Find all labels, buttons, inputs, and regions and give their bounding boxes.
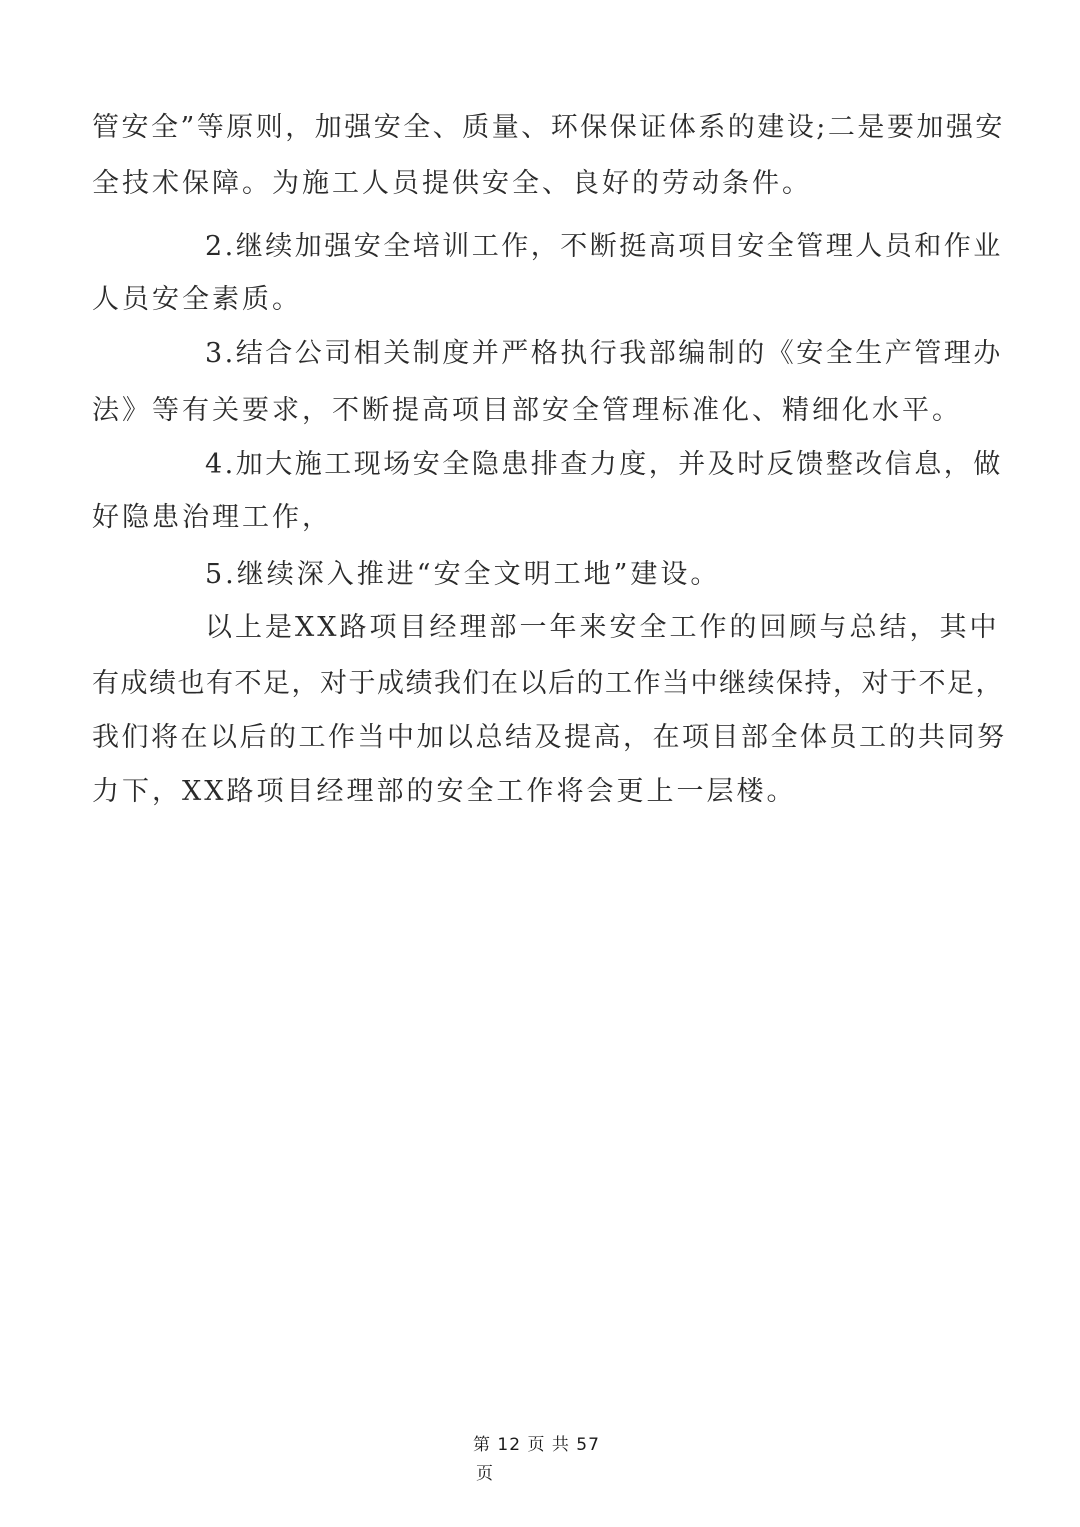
body-line: 我们将在以后的工作当中加以总结及提高，在项目部全体员工的共同努 — [92, 722, 1007, 753]
body-line: 人员安全素质。 — [92, 284, 302, 315]
body-line: 好隐患治理工作， — [92, 502, 332, 533]
body-line: 管安全”等原则，加强安全、质量、环保保证体系的建设;二是要加强安 — [92, 112, 1005, 143]
body-line: 法》等有关要求，不断提高项目部安全管理标准化、精细化水平。 — [92, 395, 962, 426]
body-line: 力下，XX路项目经理部的安全工作将会更上一层楼。 — [92, 776, 797, 807]
body-line: 2.继续加强安全培训工作，不断挺高项目安全管理人员和作业 — [205, 231, 1003, 262]
body-line: 4.加大施工现场安全隐患排查力度，并及时反馈整改信息，做 — [205, 449, 1003, 480]
body-line: 5.继续深入推进“安全文明工地”建设。 — [205, 559, 721, 590]
body-line: 全技术保障。为施工人员提供安全、良好的劳动条件。 — [92, 168, 812, 199]
body-line: 3.结合公司相关制度并严格执行我部编制的《安全生产管理办 — [205, 338, 1003, 369]
page-number: 第 12 页 共 57 — [473, 1435, 600, 1455]
page-number-continued: 页 — [476, 1464, 493, 1484]
body-line: 以上是XX路项目经理部一年来安全工作的回顾与总结，其中 — [205, 612, 1000, 643]
body-line: 有成绩也有不足，对于成绩我们在以后的工作当中继续保持，对于不足， — [92, 668, 1004, 699]
